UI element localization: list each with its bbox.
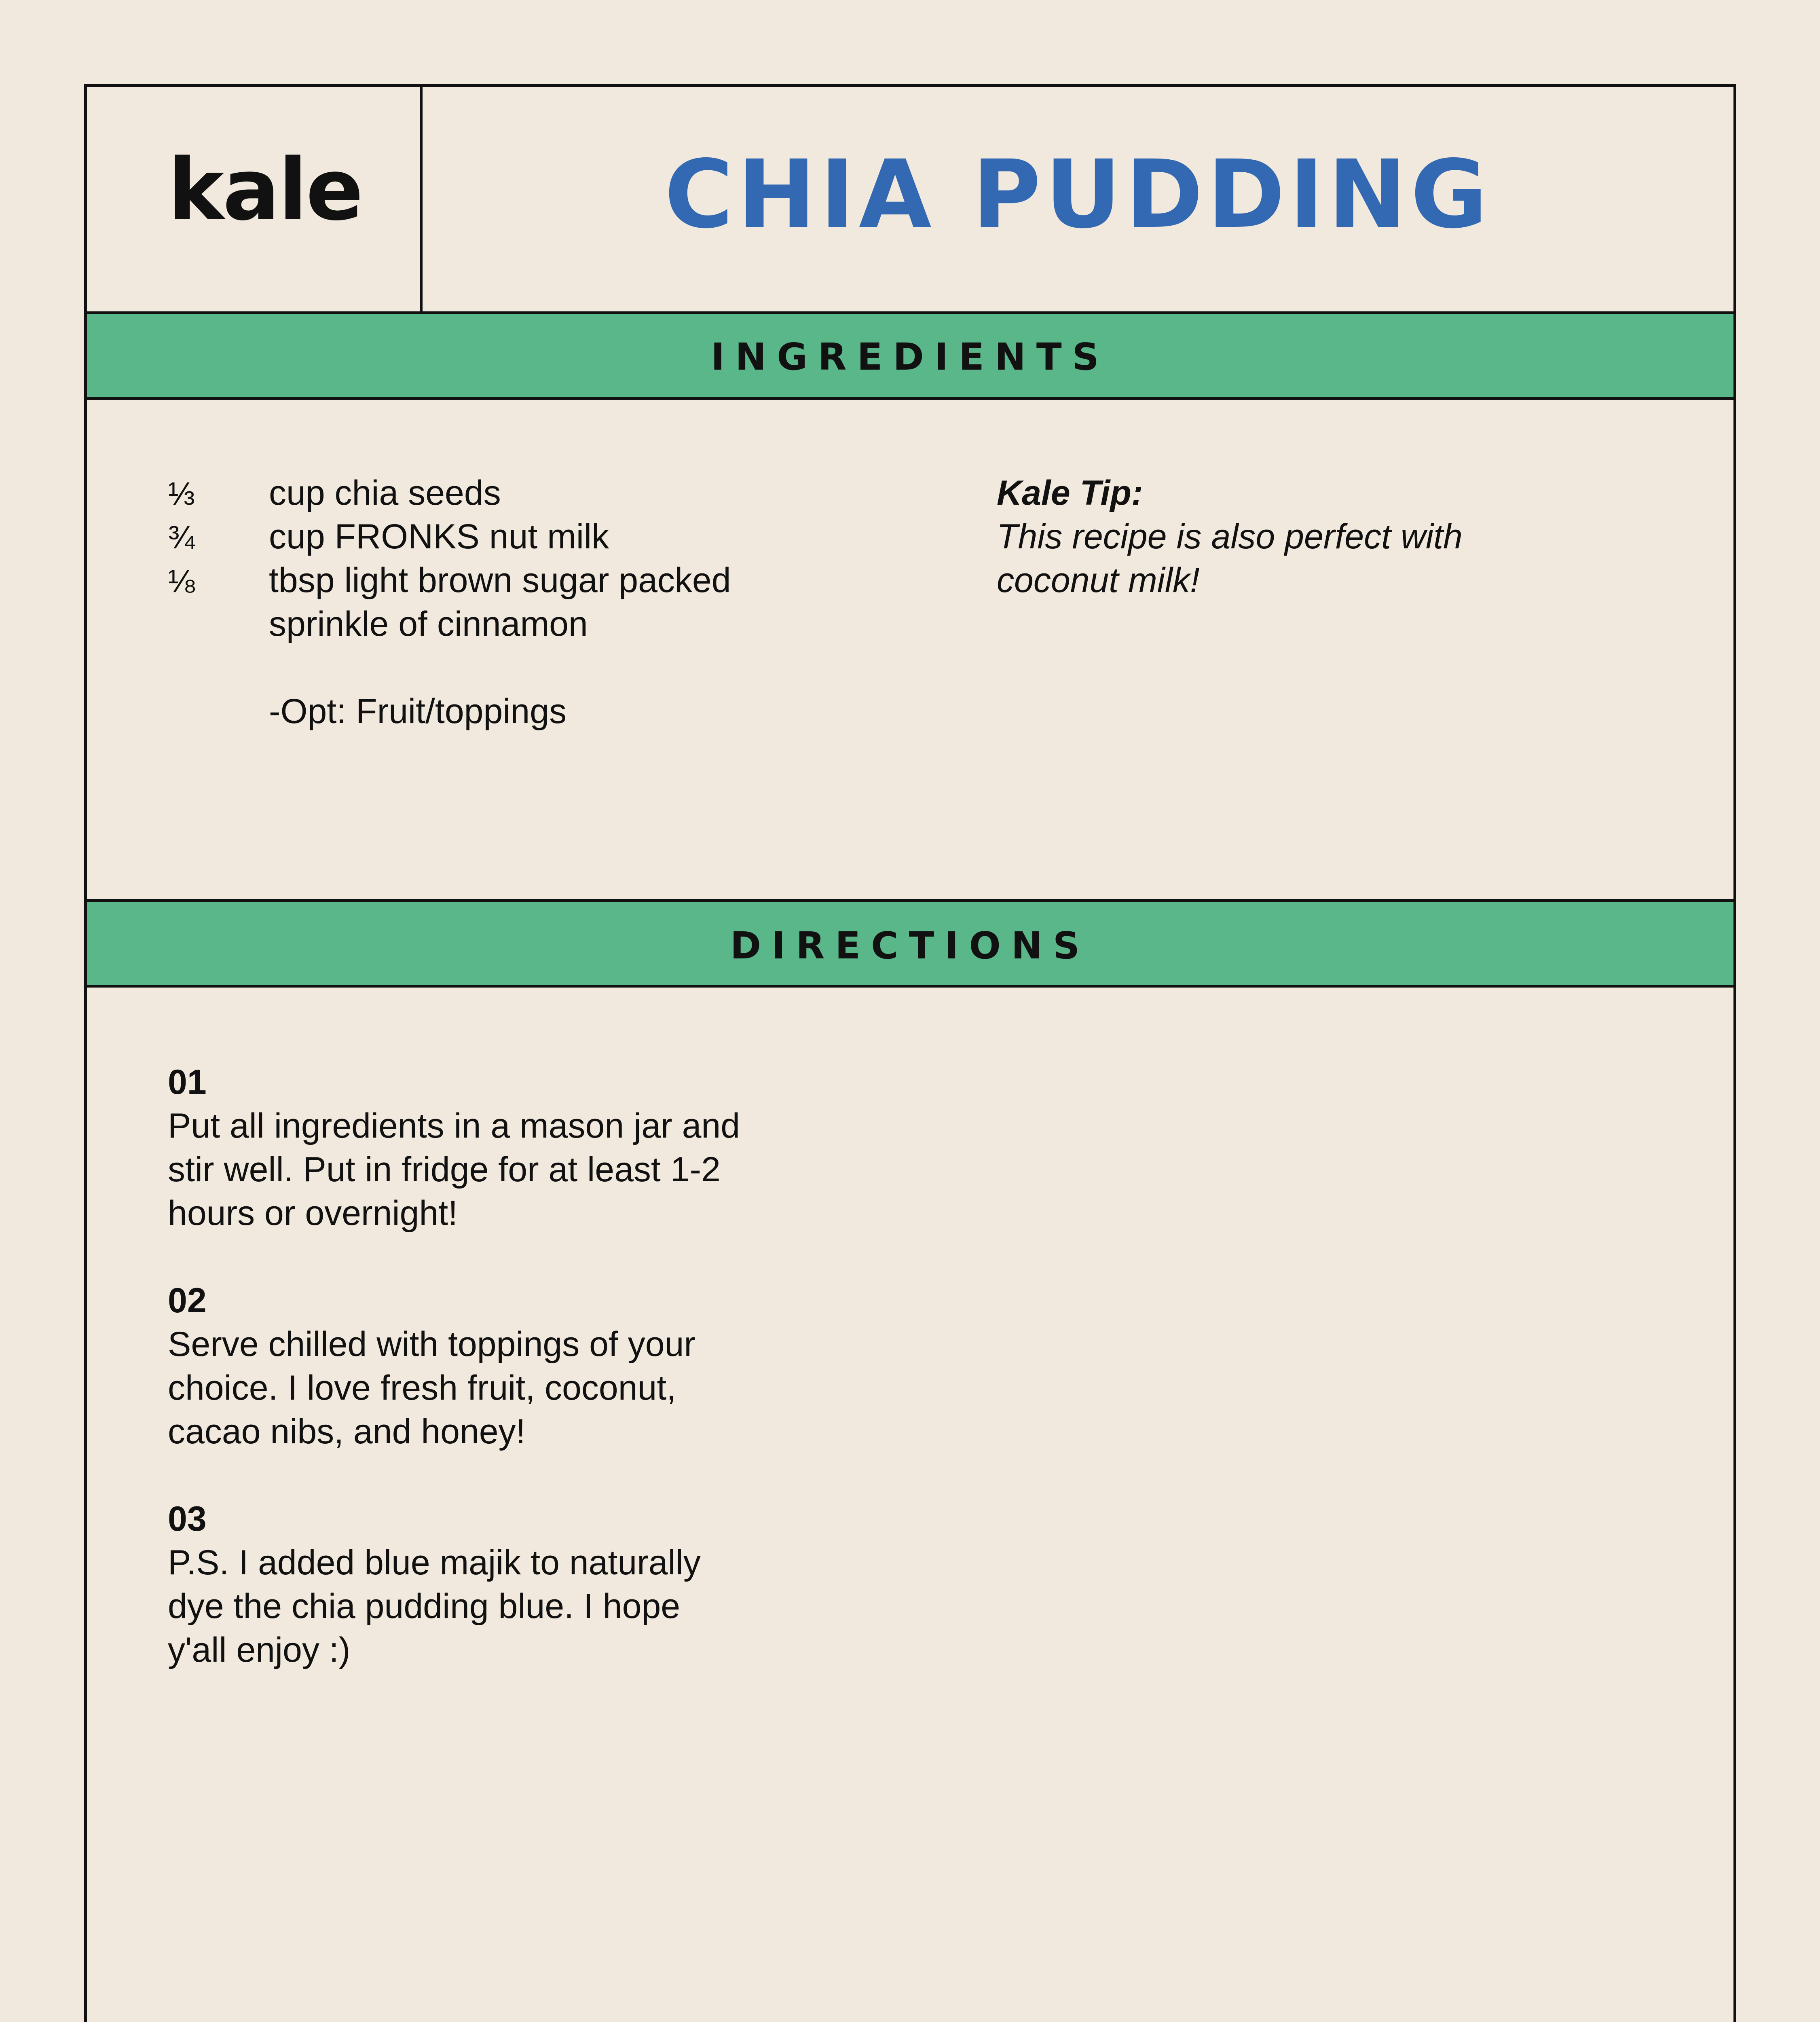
ingredient-item: cup FRONKS nut milk <box>269 517 609 556</box>
direction-step <box>168 1279 855 1453</box>
step-number: 02 <box>168 1281 207 1320</box>
step-number: 01 <box>168 1063 207 1102</box>
ingredient-optional: -Opt: Fruit/toppings <box>269 692 567 731</box>
directions-band <box>87 899 1733 988</box>
recipe-card <box>84 84 1736 2022</box>
ingredient-row <box>168 602 731 646</box>
tip-line: This recipe is also perfect with <box>997 517 1463 556</box>
step-text-line: P.S. I added blue majik to naturally <box>168 1543 701 1582</box>
direction-step <box>168 1497 855 1672</box>
step-text-line: dye the chia pudding blue. I hope <box>168 1587 681 1626</box>
directions-list <box>168 1060 855 1715</box>
step-number: 03 <box>168 1500 207 1538</box>
ingredients-heading: INGREDIENTS <box>711 335 1110 379</box>
ingredient-qty: ¾ <box>168 519 195 555</box>
tip-line: coconut milk! <box>997 561 1200 600</box>
step-text-line: choice. I love fresh fruit, coconut, <box>168 1368 676 1407</box>
ingredient-item: tbsp light brown sugar packed <box>269 561 731 600</box>
kale-tip <box>997 471 1463 602</box>
step-text-line: Serve chilled with toppings of your <box>168 1325 696 1364</box>
tip-title: Kale Tip: <box>997 474 1143 512</box>
ingredients-list <box>168 471 731 733</box>
ingredient-item: cup chia seeds <box>269 474 501 512</box>
kale-logo: kale <box>168 140 362 239</box>
spacer <box>168 646 731 690</box>
ingredients-band <box>87 314 1733 400</box>
step-text-line: hours or overnight! <box>168 1194 458 1233</box>
step-text-line: y'all enjoy :) <box>168 1631 351 1669</box>
ingredient-qty: ⅛ <box>168 563 195 599</box>
ingredient-qty: ⅓ <box>168 476 195 512</box>
ingredient-row <box>168 471 731 515</box>
ingredient-item: sprinkle of cinnamon <box>269 605 588 643</box>
logo-cell <box>87 87 423 311</box>
recipe-title: CHIA PUDDING <box>664 140 1492 249</box>
header <box>87 87 1733 314</box>
direction-step <box>168 1060 855 1235</box>
directions-heading: DIRECTIONS <box>730 924 1091 967</box>
step-text-line: stir well. Put in fridge for at least 1-2 <box>168 1150 721 1189</box>
step-text-line: cacao nibs, and honey! <box>168 1412 526 1451</box>
ingredient-row <box>168 515 731 558</box>
step-text-line: Put all ingredients in a mason jar and <box>168 1106 740 1145</box>
ingredient-row <box>168 558 731 602</box>
ingredient-optional-row <box>168 690 731 733</box>
